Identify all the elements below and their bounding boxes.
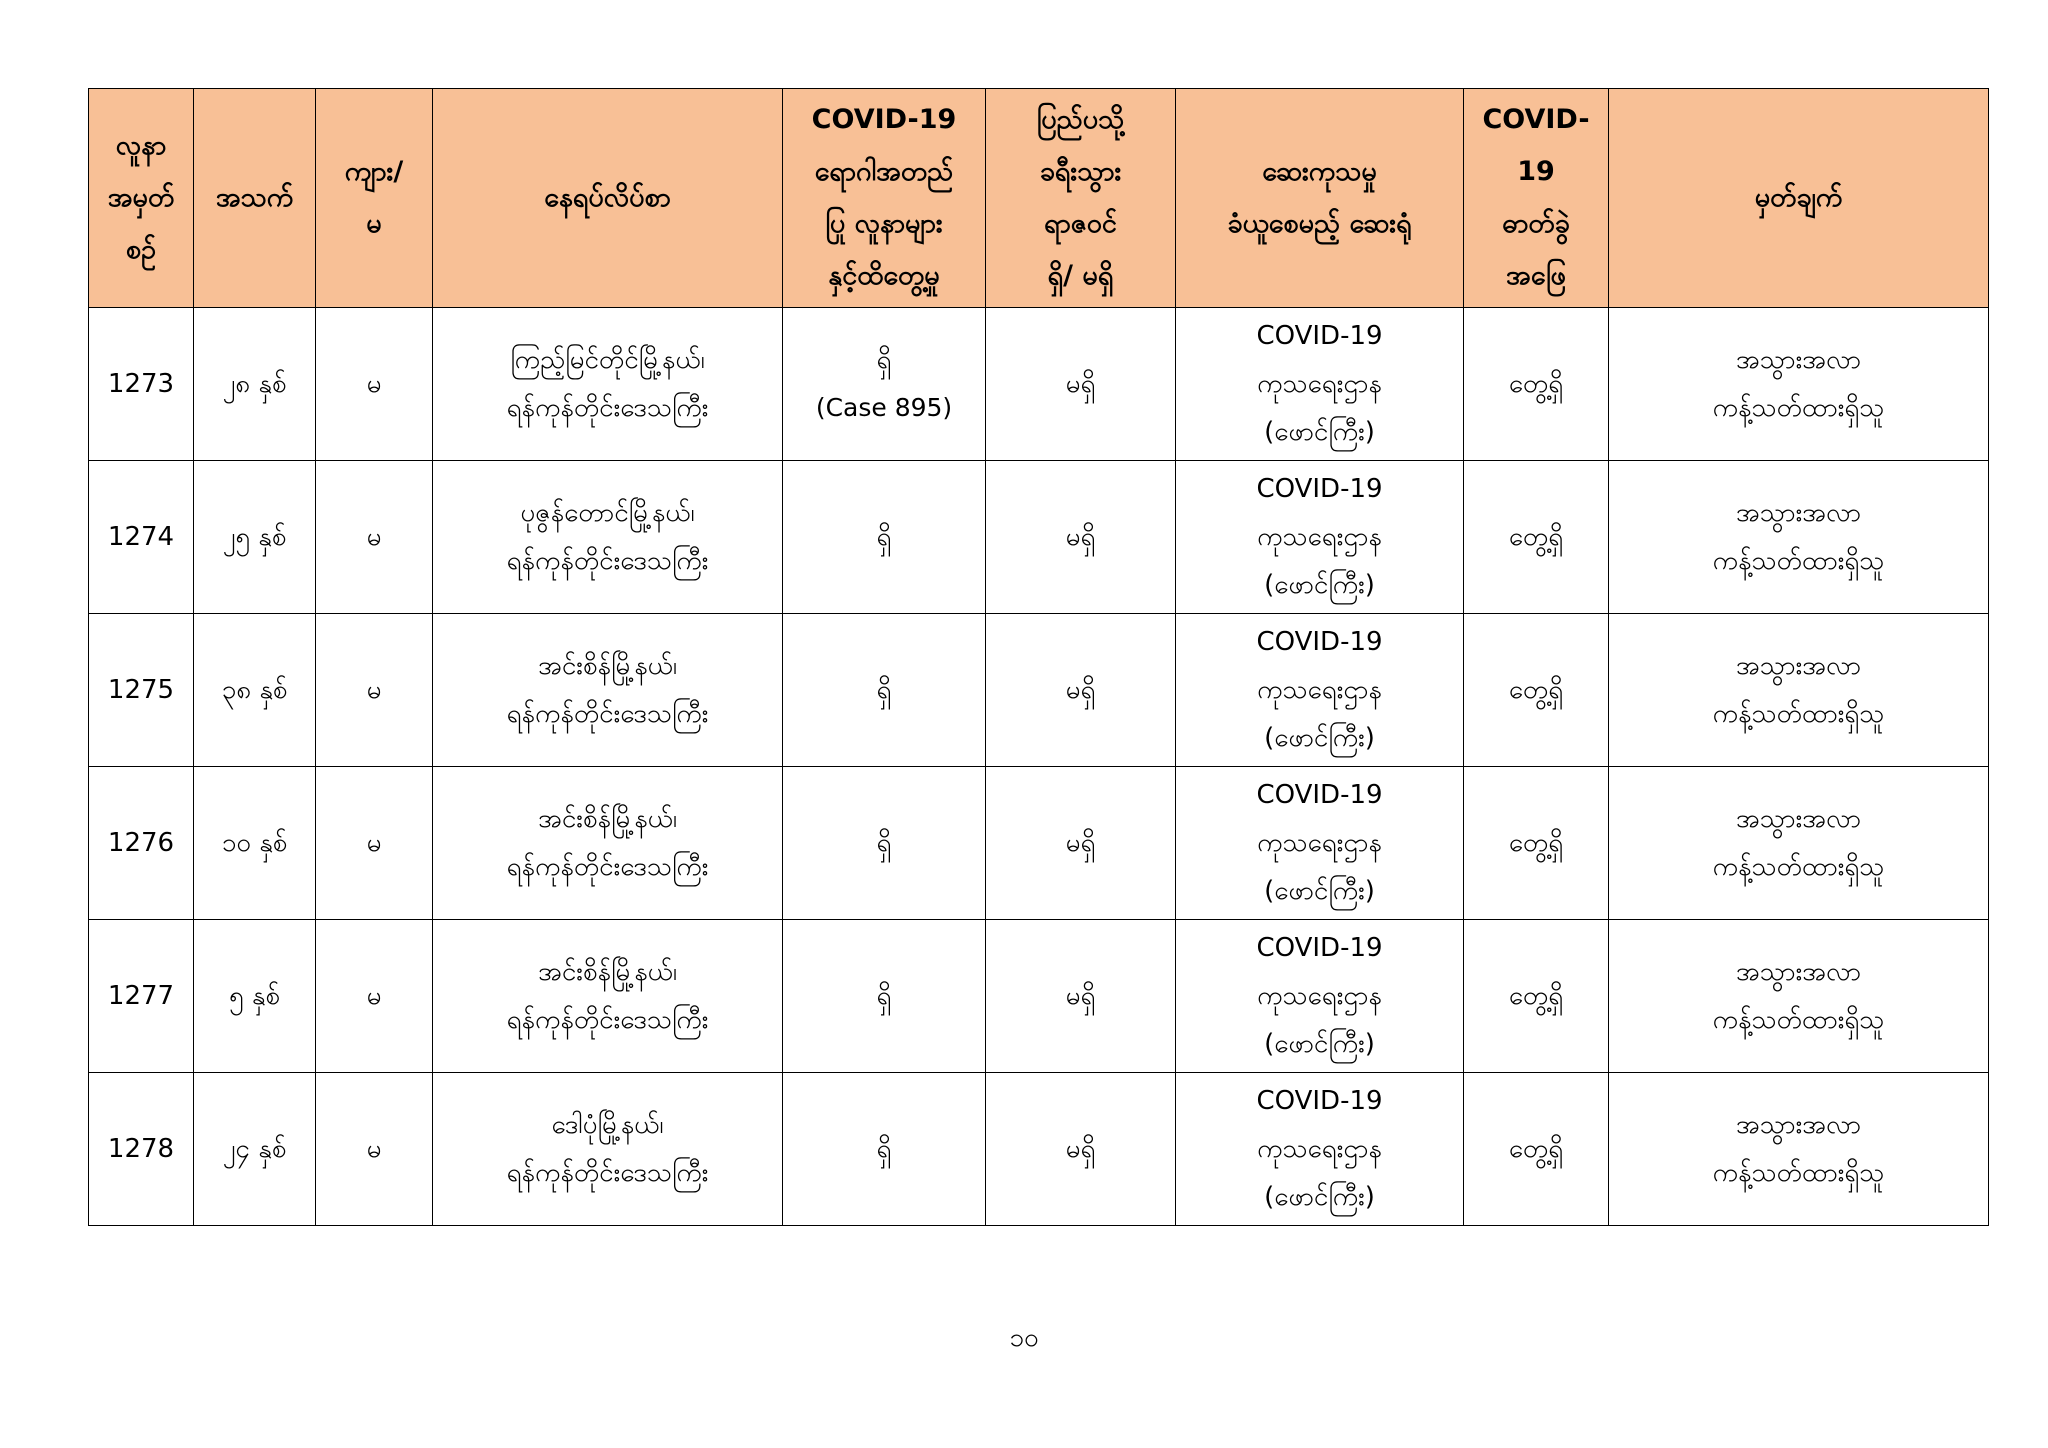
- cell-travel-history-value: မရှိ: [1065, 981, 1096, 1011]
- cell-age: [194, 920, 316, 1073]
- header-line: ခရီးသွား: [1039, 156, 1122, 187]
- header-address: [433, 89, 783, 308]
- cell-contact-note: (Case 895): [815, 393, 953, 422]
- header-line: မ: [366, 208, 382, 239]
- cell-remarks-line: ကန့်သတ်ထားရှိသူ: [1712, 546, 1885, 576]
- cell-hospital-line: COVID-19: [1256, 627, 1383, 657]
- cell-hospital: [1176, 920, 1464, 1073]
- cell-age: [194, 767, 316, 920]
- cell-remarks-line: ကန့်သတ်ထားရှိသူ: [1712, 699, 1885, 729]
- header-line: ပြု လူနာများ: [825, 208, 943, 239]
- cell-address-line: ရန်ကုန်တိုင်းဒေသကြီး: [506, 1158, 709, 1188]
- cell-hospital-line: (ဖောင်ကြီး): [1264, 417, 1375, 447]
- cell-hospital-line: ကုသရေးဌာန: [1257, 369, 1382, 399]
- cell-lab-result-value: တွေ့ရှိ: [1508, 981, 1564, 1011]
- header-lab-result: [1464, 89, 1609, 308]
- cell-hospital-line: ကုသရေးဌာန: [1257, 828, 1382, 858]
- cell-hospital-line: ကုသရေးဌာန: [1257, 981, 1382, 1011]
- cell-sex-value: မ: [366, 369, 382, 399]
- cell-hospital: [1176, 461, 1464, 614]
- header-hospital: [1176, 89, 1464, 308]
- cell-age: [194, 614, 316, 767]
- cell-age: [194, 1073, 316, 1226]
- cell-case-number-value: 1278: [107, 1134, 175, 1164]
- table-row: [89, 614, 1989, 767]
- cell-case-number-value: 1274: [107, 522, 175, 552]
- cell-hospital-line: COVID-19: [1256, 474, 1383, 504]
- covid-cases-table: [88, 88, 1989, 1226]
- table-row: [89, 461, 1989, 614]
- table-row: [89, 920, 1989, 1073]
- cell-travel-history-value: မရှိ: [1065, 369, 1096, 399]
- cell-remarks-line: အသွားအလာ: [1735, 651, 1862, 681]
- cell-remarks-line: အသွားအလာ: [1735, 1110, 1862, 1140]
- cell-contact: [783, 767, 986, 920]
- cell-case-number-value: 1277: [107, 981, 175, 1011]
- cell-remarks: [1609, 1073, 1989, 1226]
- cell-lab-result: [1464, 920, 1609, 1073]
- cell-remarks-line: ကန့်သတ်ထားရှိသူ: [1712, 1158, 1885, 1188]
- header-line: အဖြေ: [1506, 260, 1566, 291]
- cell-contact-value: ရှိ: [876, 981, 892, 1011]
- cell-case-number-value: 1273: [107, 369, 175, 399]
- cell-lab-result-value: တွေ့ရှိ: [1508, 369, 1564, 399]
- cell-travel-history: [986, 308, 1176, 461]
- cell-contact: [783, 461, 986, 614]
- header-line: 19: [1517, 156, 1555, 187]
- header-contact: [783, 89, 986, 308]
- header-line: ရာဇဝင်: [1044, 208, 1117, 239]
- header-case-number: [89, 89, 194, 308]
- cell-address: [433, 308, 783, 461]
- cell-case-number: [89, 614, 194, 767]
- cell-travel-history: [986, 1073, 1176, 1226]
- header-line: အသက်: [215, 182, 294, 213]
- cell-hospital-line: COVID-19: [1256, 321, 1383, 351]
- cell-address-line: ကြည့်မြင်တိုင်မြို့နယ်၊: [510, 345, 705, 375]
- table-row: [89, 767, 1989, 920]
- cell-travel-history: [986, 767, 1176, 920]
- cell-travel-history: [986, 461, 1176, 614]
- cell-sex-value: မ: [366, 981, 382, 1011]
- header-line: COVID-: [1482, 104, 1590, 135]
- cell-hospital-line: (ဖောင်ကြီး): [1264, 1029, 1375, 1059]
- cell-lab-result: [1464, 461, 1609, 614]
- cell-hospital-line: (ဖောင်ကြီး): [1264, 723, 1375, 753]
- cell-age-value: ၅ နှစ်: [229, 981, 280, 1011]
- cell-hospital: [1176, 308, 1464, 461]
- cell-lab-result: [1464, 767, 1609, 920]
- cell-case-number: [89, 1073, 194, 1226]
- page-number: ၁၀: [1009, 1323, 1039, 1353]
- cell-address-line: အင်းစိန်မြို့နယ်၊: [537, 957, 677, 987]
- cell-address: [433, 1073, 783, 1226]
- header-line: ပြည်ပသို့: [1036, 104, 1125, 135]
- cell-age-value: ၃၈ နှစ်: [221, 675, 288, 705]
- cell-address-line: ရန်ကုန်တိုင်းဒေသကြီး: [506, 546, 709, 576]
- cell-sex: [316, 1073, 433, 1226]
- cell-contact: [783, 614, 986, 767]
- cell-age-value: ၁၀ နှစ်: [221, 828, 288, 858]
- header-remarks: [1609, 89, 1989, 308]
- cell-remarks: [1609, 767, 1989, 920]
- cell-travel-history: [986, 920, 1176, 1073]
- cell-hospital: [1176, 1073, 1464, 1226]
- cell-hospital-line: (ဖောင်ကြီး): [1264, 570, 1375, 600]
- header-line: နှင့်ထိတွေ့မှု: [828, 260, 940, 291]
- cell-age-value: ၂၄ နှစ်: [222, 1134, 287, 1164]
- header-line: အမှတ်: [107, 182, 175, 213]
- cell-address: [433, 920, 783, 1073]
- header-line: ဓာတ်ခွဲ: [1502, 208, 1570, 239]
- cell-contact: [783, 308, 986, 461]
- cell-lab-result: [1464, 308, 1609, 461]
- cell-sex: [316, 614, 433, 767]
- cell-lab-result-value: တွေ့ရှိ: [1508, 675, 1564, 705]
- cell-hospital-line: COVID-19: [1256, 780, 1383, 810]
- cell-contact-value: ရှိ: [876, 522, 892, 552]
- cell-address-line: အင်းစိန်မြို့နယ်၊: [537, 804, 677, 834]
- cell-remarks-line: အသွားအလာ: [1735, 498, 1862, 528]
- cell-sex: [316, 461, 433, 614]
- cell-contact: [783, 1073, 986, 1226]
- cell-address: [433, 461, 783, 614]
- header-line: မှတ်ချက်: [1754, 182, 1843, 213]
- cell-contact: [783, 920, 986, 1073]
- cell-hospital: [1176, 614, 1464, 767]
- cell-address-line: ပုဇွန်တောင်မြို့နယ်၊: [520, 498, 695, 528]
- cell-travel-history-value: မရှိ: [1065, 1134, 1096, 1164]
- cell-sex: [316, 920, 433, 1073]
- cell-contact-value: ရှိ: [876, 345, 892, 375]
- cell-remarks: [1609, 614, 1989, 767]
- header-line: ဆေးကုသမှု: [1262, 156, 1377, 187]
- cell-hospital-line: ကုသရေးဌာန: [1257, 675, 1382, 705]
- cell-sex: [316, 308, 433, 461]
- table-body: [89, 308, 1989, 1226]
- cell-hospital-line: COVID-19: [1256, 1086, 1383, 1116]
- cell-hospital-line: ကုသရေးဌာန: [1257, 522, 1382, 552]
- cell-remarks-line: အသွားအလာ: [1735, 804, 1862, 834]
- cell-hospital-line: (ဖောင်ကြီး): [1264, 876, 1375, 906]
- cell-case-number: [89, 461, 194, 614]
- cell-hospital: [1176, 767, 1464, 920]
- cell-travel-history: [986, 614, 1176, 767]
- cell-address-line: ရန်ကုန်တိုင်းဒေသကြီး: [506, 699, 709, 729]
- cell-address-line: ရန်ကုန်တိုင်းဒေသကြီး: [506, 393, 709, 423]
- cell-case-number-value: 1276: [107, 828, 175, 858]
- cell-case-number-value: 1275: [107, 675, 175, 705]
- cell-lab-result-value: တွေ့ရှိ: [1508, 1134, 1564, 1164]
- cell-lab-result-value: တွေ့ရှိ: [1508, 522, 1564, 552]
- cell-remarks-line: အသွားအလာ: [1735, 957, 1862, 987]
- cell-lab-result-value: တွေ့ရှိ: [1508, 828, 1564, 858]
- cell-contact-value: ရှိ: [876, 828, 892, 858]
- cell-remarks: [1609, 461, 1989, 614]
- cell-hospital-line: COVID-19: [1256, 933, 1383, 963]
- cell-contact-value: ရှိ: [876, 675, 892, 705]
- cell-remarks-line: ကန့်သတ်ထားရှိသူ: [1712, 1005, 1885, 1035]
- cell-sex: [316, 767, 433, 920]
- cell-age-value: ၂၅ နှစ်: [222, 522, 287, 552]
- cell-age-value: ၂၈ နှစ်: [222, 369, 287, 399]
- cell-lab-result: [1464, 1073, 1609, 1226]
- header-line: ရှိ/ မရှိ: [1047, 260, 1114, 291]
- header-line: လူနာ: [115, 130, 167, 161]
- header-line: ရောဂါအတည်: [814, 156, 954, 187]
- header-age: [194, 89, 316, 308]
- cell-travel-history-value: မရှိ: [1065, 522, 1096, 552]
- cell-remarks-line: အသွားအလာ: [1735, 345, 1862, 375]
- header-line: COVID-19: [811, 104, 957, 135]
- cell-hospital-line: ကုသရေးဌာန: [1257, 1134, 1382, 1164]
- cell-travel-history-value: မရှိ: [1065, 828, 1096, 858]
- cell-age: [194, 461, 316, 614]
- cell-address: [433, 767, 783, 920]
- cell-case-number: [89, 308, 194, 461]
- cell-travel-history-value: မရှိ: [1065, 675, 1096, 705]
- table-row: [89, 1073, 1989, 1226]
- cell-address-line: ရန်ကုန်တိုင်းဒေသကြီး: [506, 1005, 709, 1035]
- cell-remarks-line: ကန့်သတ်ထားရှိသူ: [1712, 393, 1885, 423]
- cell-lab-result: [1464, 614, 1609, 767]
- cell-remarks-line: ကန့်သတ်ထားရှိသူ: [1712, 852, 1885, 882]
- cell-sex-value: မ: [366, 522, 382, 552]
- cell-address: [433, 614, 783, 767]
- table-header-row: [89, 89, 1989, 308]
- cell-address-line: ဒေါပုံမြို့နယ်၊: [551, 1110, 664, 1140]
- header-line: ခံယူစေမည့် ဆေးရုံ: [1227, 208, 1412, 239]
- cell-remarks: [1609, 920, 1989, 1073]
- header-line: ကျား/: [344, 156, 404, 187]
- cell-case-number: [89, 767, 194, 920]
- header-line: နေရပ်လိပ်စာ: [544, 182, 671, 213]
- cell-age: [194, 308, 316, 461]
- cell-address-line: အင်းစိန်မြို့နယ်၊: [537, 651, 677, 681]
- cell-sex-value: မ: [366, 675, 382, 705]
- header-travel-history: [986, 89, 1176, 308]
- cell-address-line: ရန်ကုန်တိုင်းဒေသကြီး: [506, 852, 709, 882]
- cell-case-number: [89, 920, 194, 1073]
- header-line: စဉ်: [125, 234, 157, 265]
- cell-hospital-line: (ဖောင်ကြီး): [1264, 1182, 1375, 1212]
- cell-contact-value: ရှိ: [876, 1134, 892, 1164]
- table-row: [89, 308, 1989, 461]
- cell-remarks: [1609, 308, 1989, 461]
- cell-sex-value: မ: [366, 1134, 382, 1164]
- cell-sex-value: မ: [366, 828, 382, 858]
- header-sex: [316, 89, 433, 308]
